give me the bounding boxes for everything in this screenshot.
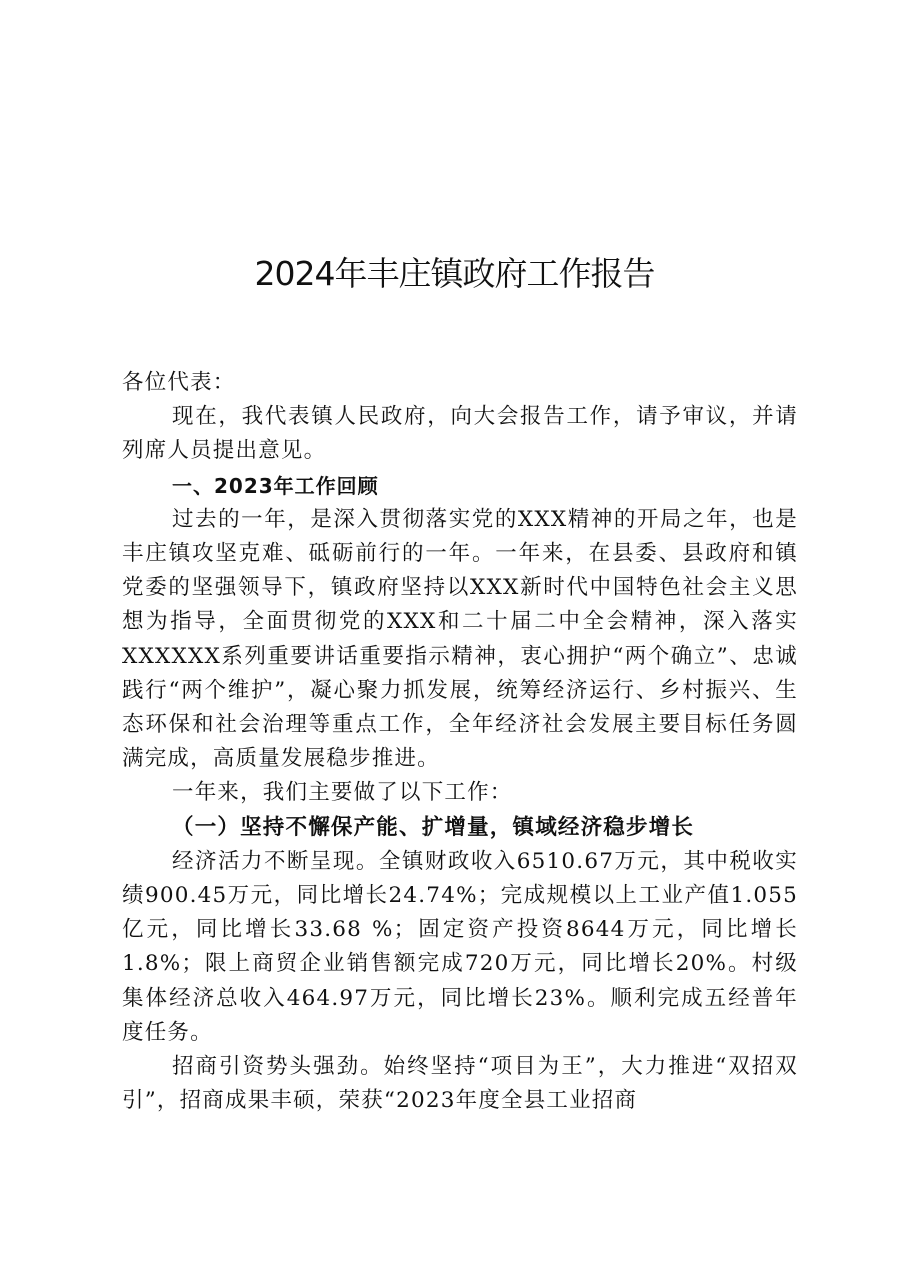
paragraph-review: 过去的一年，是深入贯彻落实党的XXX精神的开局之年，也是丰庄镇攻坚克难、砥砺前行的一年。一年来，在县委、县政府和镇党委的坚强领导下，镇政府坚持以XXX新时代中国特色社会主义思想为指导，全面贯彻党的XXX和二十届二中全会精神，深入落实XXXXXX系列重要讲话重要指示精神，衷心拥护“两个确立”、忠诚践行“两个维护”，凝心聚力抓发展，统筹经济运行、乡村振兴、生态环保和社会治理等重点工作，全年经济社会发展主要目标任务圆满完成，高质量发展稳步推进。 [122,506,798,772]
subsection-heading: （一）坚持不懈保产能、扩增量，镇域经济稳步增长 [172,814,695,840]
section-heading: 一、2023年工作回顾 [172,473,379,498]
document-title: 2024年丰庄镇政府工作报告 [254,254,655,293]
salutation: 各位代表： [122,370,236,395]
paragraph-work-intro: 一年来，我们主要做了以下工作： [172,780,513,806]
document-body [122,366,798,1118]
paragraph-investment: 招商引资势头强劲。始终坚持“项目为王”，大力推进“双招双引”，招商成果丰硕，荣获“2023年度全县工业招商 [122,1054,798,1114]
paragraph-intro: 现在，我代表镇人民政府，向大会报告工作，请予审议，并请列席人员提出意见。 [122,404,798,464]
paragraph-economy: 经济活力不断呈现。全镇财政收入6510.67万元，其中税收实绩900.45万元，同比增长24.74%；完成规模以上工业产值1.055亿元，同比增长33.68 %；固定资产投资8644万元，同比增长1.8%；限上商贸企业销售额完成720万元，同比增长20%。村级集体经济总收入464.97万元，同比增长23%。顺利完成五经普年度任务。 [122,848,798,1045]
